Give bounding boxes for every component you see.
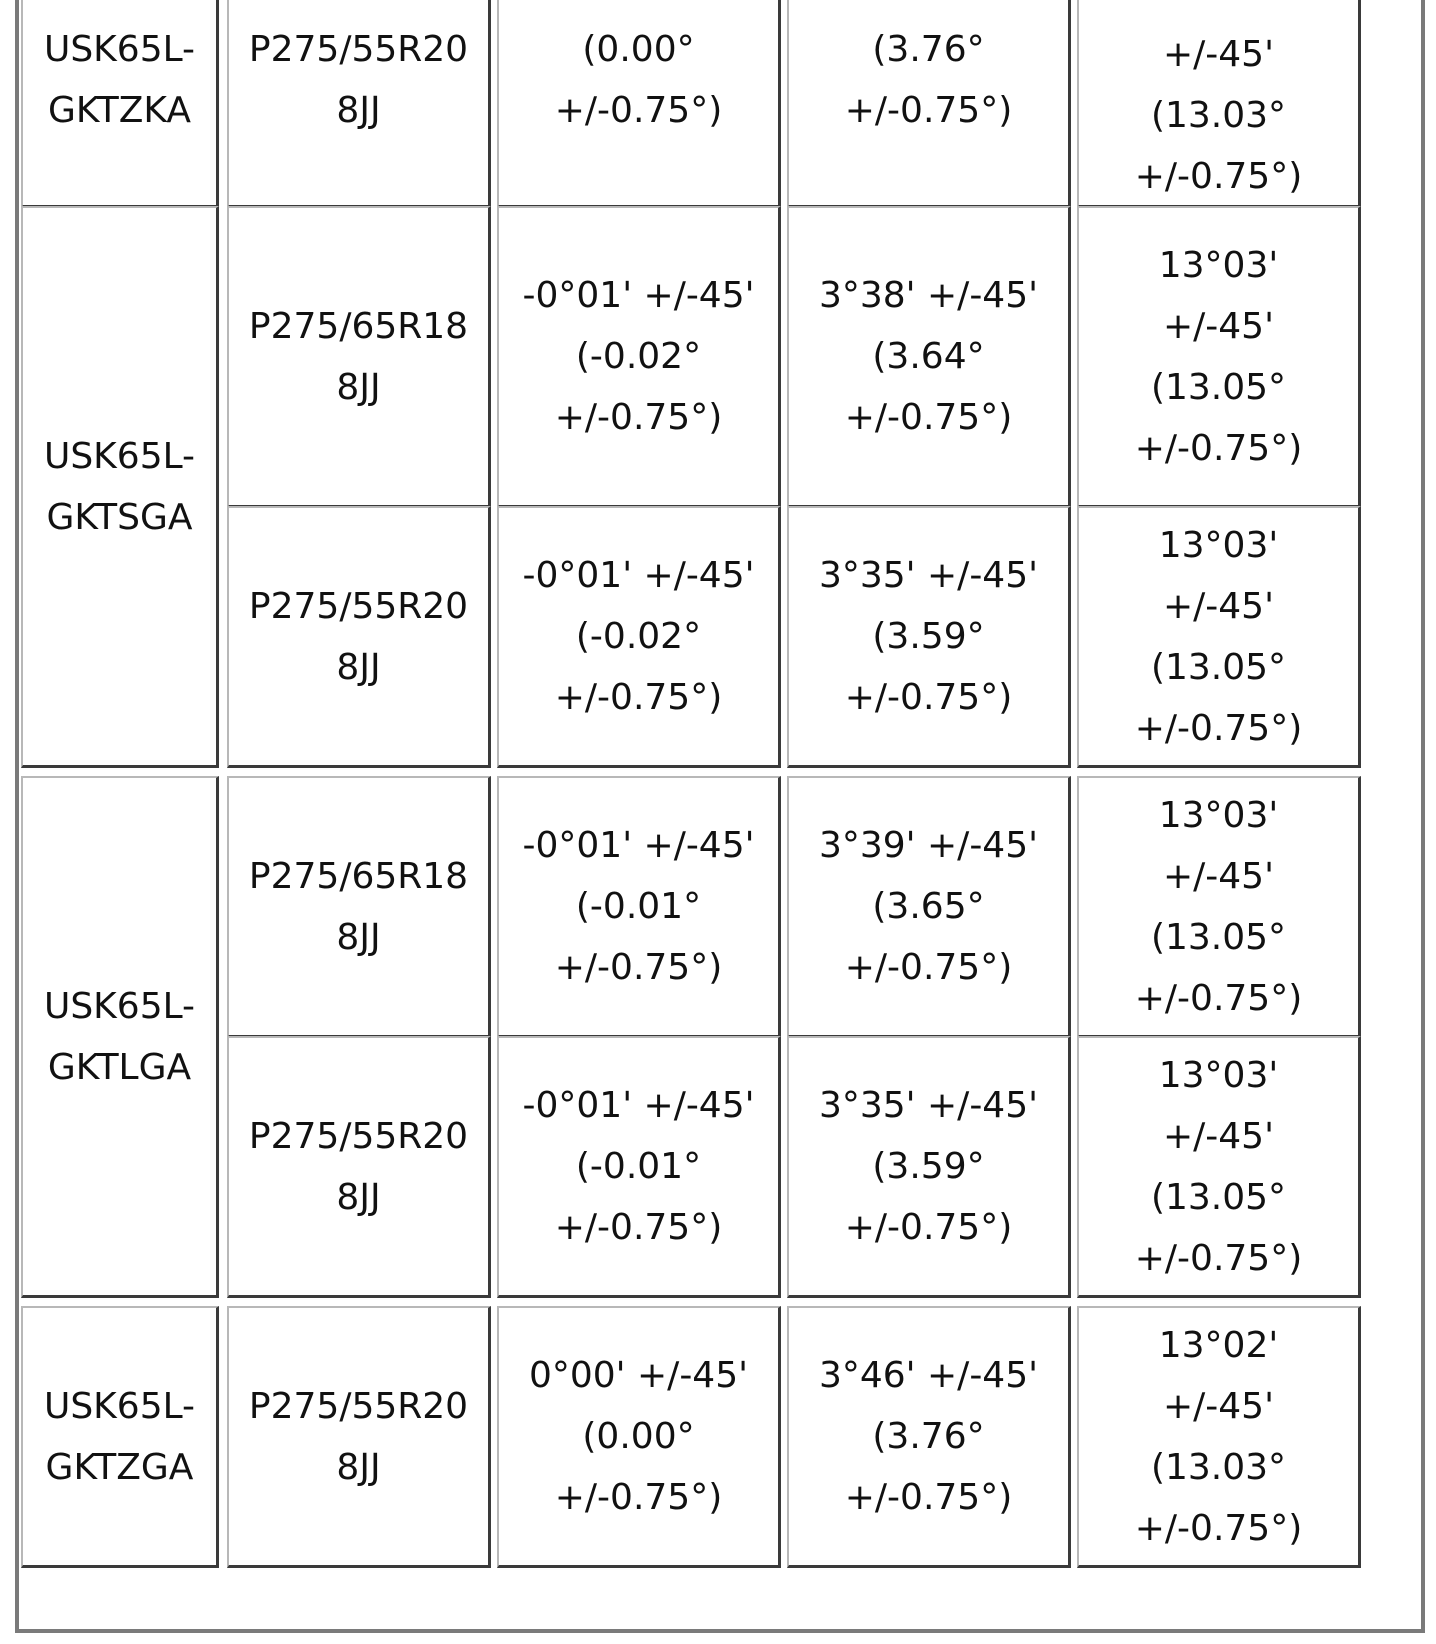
camber-cell bbox=[497, 1036, 781, 1298]
camber-cell bbox=[497, 776, 781, 1038]
tire-size-label: P275/65R18 8JJ bbox=[248, 305, 469, 408]
caster-cell bbox=[787, 1306, 1071, 1568]
tire-size-label: P275/55R20 8JJ bbox=[248, 1385, 469, 1488]
camber-cell bbox=[497, 206, 781, 508]
caster-value: 3°35' +/-45' (3.59° +/-0.75°) bbox=[818, 555, 1039, 718]
kingpin-cell bbox=[1077, 206, 1361, 508]
kingpin-value: 13°03' +/-45' (13.05° +/-0.75°) bbox=[1134, 1054, 1303, 1279]
model-cell bbox=[21, 206, 219, 768]
tire-size-cell bbox=[227, 1306, 491, 1568]
kingpin-cell bbox=[1077, 776, 1361, 1038]
camber-value: -0°01' +/-45' (-0.02° +/-0.75°) bbox=[522, 555, 755, 718]
model-cell bbox=[21, 0, 219, 208]
model-label: USK65L- GKTLGA bbox=[43, 985, 196, 1088]
kingpin-value: 13°03' +/-45' (13.05° +/-0.75°) bbox=[1134, 794, 1303, 1019]
camber-cell bbox=[497, 1306, 781, 1568]
kingpin-value: 13°03' +/-45' (13.05° +/-0.75°) bbox=[1134, 524, 1303, 749]
kingpin-value: 13°03' +/-45' (13.05° +/-0.75°) bbox=[1134, 244, 1303, 469]
caster-value: 3°35' +/-45' (3.59° +/-0.75°) bbox=[818, 1085, 1039, 1248]
kingpin-cell bbox=[1077, 0, 1361, 208]
alignment-spec-table bbox=[15, 0, 1425, 1633]
model-label: USK65L- GKTZKA bbox=[43, 28, 196, 131]
tire-size-label: P275/55R20 8JJ bbox=[248, 585, 469, 688]
caster-cell bbox=[787, 776, 1071, 1038]
caster-value: 3°38' +/-45' (3.64° +/-0.75°) bbox=[818, 275, 1039, 438]
kingpin-value: 13°02' +/-45' (13.03° +/-0.75°) bbox=[1134, 1324, 1303, 1549]
tire-size-cell bbox=[227, 506, 491, 768]
camber-value: (0.00° +/-0.75°) bbox=[554, 28, 723, 131]
tire-size-label: P275/55R20 8JJ bbox=[248, 28, 469, 131]
caster-value: 3°39' +/-45' (3.65° +/-0.75°) bbox=[818, 825, 1039, 988]
camber-value: -0°01' +/-45' (-0.01° +/-0.75°) bbox=[522, 825, 755, 988]
caster-cell bbox=[787, 506, 1071, 768]
model-cell bbox=[21, 776, 219, 1298]
camber-value: -0°01' +/-45' (-0.01° +/-0.75°) bbox=[522, 1085, 755, 1248]
kingpin-cell bbox=[1077, 506, 1361, 768]
model-label: USK65L- GKTSGA bbox=[43, 435, 196, 538]
kingpin-cell bbox=[1077, 1306, 1361, 1568]
caster-cell bbox=[787, 0, 1071, 208]
camber-value: 0°00' +/-45' (0.00° +/-0.75°) bbox=[528, 1355, 749, 1518]
kingpin-cell bbox=[1077, 1036, 1361, 1298]
model-cell bbox=[21, 1306, 219, 1568]
caster-cell bbox=[787, 1036, 1071, 1298]
camber-cell bbox=[497, 506, 781, 768]
camber-cell bbox=[497, 0, 781, 208]
tire-size-cell bbox=[227, 206, 491, 508]
caster-value: 3°46' +/-45' (3.76° +/-0.75°) bbox=[818, 1355, 1039, 1518]
caster-value: (3.76° +/-0.75°) bbox=[844, 28, 1013, 131]
tire-size-cell bbox=[227, 0, 491, 208]
tire-size-cell bbox=[227, 776, 491, 1038]
tire-size-label: P275/65R18 8JJ bbox=[248, 855, 469, 958]
caster-cell bbox=[787, 206, 1071, 508]
model-label: USK65L- GKTZGA bbox=[43, 1385, 196, 1488]
camber-value: -0°01' +/-45' (-0.02° +/-0.75°) bbox=[522, 275, 755, 438]
tire-size-label: P275/55R20 8JJ bbox=[248, 1115, 469, 1218]
tire-size-cell bbox=[227, 1036, 491, 1298]
kingpin-value: +/-45' (13.03° +/-0.75°) bbox=[1134, 34, 1303, 197]
